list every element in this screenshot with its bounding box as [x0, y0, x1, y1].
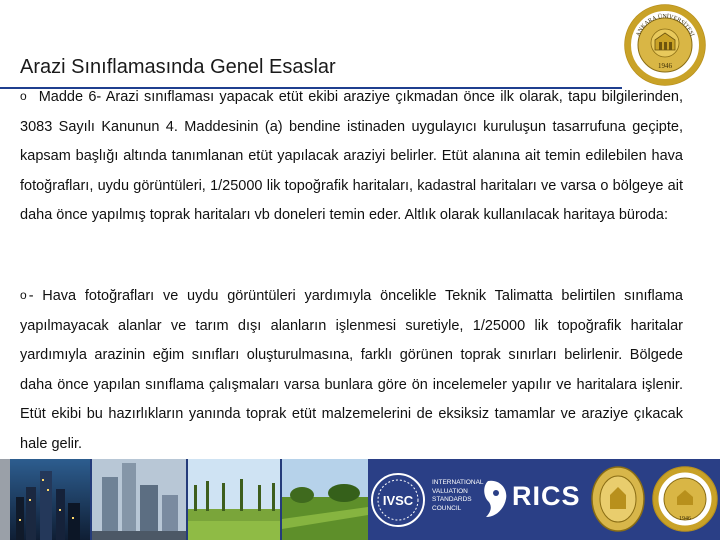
rics-wordmark: RICS	[512, 481, 581, 511]
city-night-photo	[10, 459, 90, 540]
ivsc-line: INTERNATIONAL	[432, 479, 484, 486]
ivsc-line: STANDARDS	[432, 496, 472, 503]
ivsc-line: COUNCIL	[432, 504, 462, 512]
ivsc-mark: IVSC	[382, 493, 414, 508]
paragraph-madde-6	[20, 82, 683, 231]
ivsc-logo-icon	[368, 471, 428, 529]
paragraph1-text: Madde 6- Arazi sınıflaması yapacak etüt ekibi araziye çıkmadan önce ilk olarak, tapu bilgilerinden, 3083 Sayılı Kanunun 4. Maddesinin (a) bendine istinaden uygulayıcı kuruluşun tasarrufuna geçipte, kapsam başlığı altında tanımlanan etüt yapılacak araziyi belirler. Etüt alanına ait temin edilebilen hava fotoğrafları, uydu görüntüleri, 1/25000 lik topoğrafik haritaları, kadastral haritaları ve varsa o bölgeye ait daha önce yapılmış toprak haritaları vb doneleri temin eder. Altlık olarak kullanılacak haritaya büroda:	[20, 89, 683, 224]
skyscraper-photo	[92, 459, 186, 540]
ivsc-line: VALUATION	[432, 487, 468, 495]
rics-lion-icon	[480, 477, 510, 521]
ivsc-text	[432, 479, 482, 513]
bullet-marker: o	[20, 288, 27, 302]
paragraph-preparation	[20, 281, 683, 460]
bullet-marker: o	[20, 89, 27, 103]
partner-logos	[368, 459, 720, 540]
footer-left-strip	[0, 459, 10, 540]
landscape-photo	[188, 459, 280, 540]
field-photo	[282, 459, 368, 540]
slide-title: Arazi Sınıflamasında Genel Esaslar	[20, 56, 336, 78]
seal-ring-text: ANKARA ÜNİVERSİTESİ	[635, 13, 695, 38]
gold-seal-icon	[590, 465, 646, 533]
paragraph2-text: - Hava fotoğrafları ve uydu görüntüleri yardımıyla öncelikle Teknik Talimatta belirtilen sınıflama yapılmayacak alanlar ve tarım dışı alanların işlenmesi suretiyle, 1/25000 lik topoğrafik haritalar yardımıyla arazinin eğim sınıfları oluşturulmasına, farklı görünen toprak sınırları belirlenir. Bölgede daha önce yapılan sınıflama çalışmaları varsa bunlara göre ön incelemeler yapılır ve haritalara işlenir. Etüt ekibi bu hazırlıkların yanında toprak etüt malzemelerini de eksiksiz tamamlar ve araziye çıkacak hale gelir.	[20, 288, 683, 452]
seal-year: 1946	[658, 62, 672, 70]
university-seal-footer-icon	[652, 463, 718, 535]
footer-seal-year: 1946	[679, 516, 691, 522]
university-seal-icon	[624, 4, 706, 86]
